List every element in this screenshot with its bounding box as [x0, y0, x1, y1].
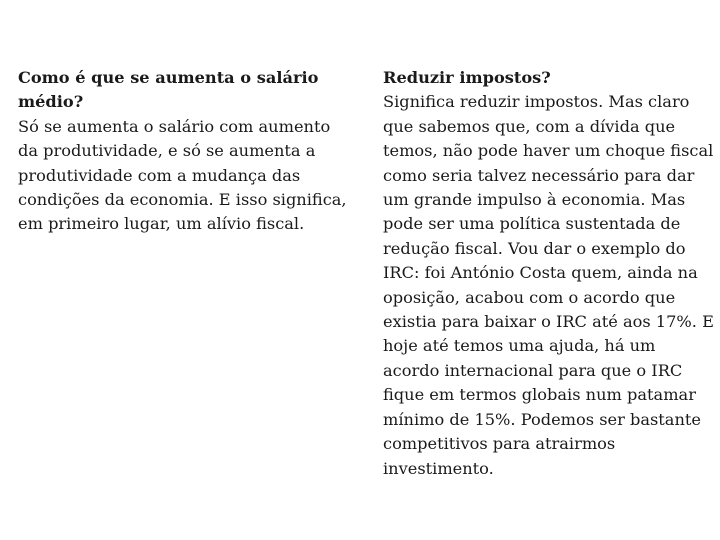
interview-block-right — [383, 66, 715, 481]
question-heading: Reduzir impostos? — [383, 68, 551, 87]
interview-block-left — [18, 66, 348, 237]
answer-paragraph: Só se aumenta o salário com aumento da produtividade, e só se aumenta a produtividade com a mudança das condições da economia. E isso significa, em primeiro lugar, um alívio fiscal. — [18, 116, 347, 234]
answer-paragraph: Significa reduzir impostos. Mas claro que sabemos que, com a dívida que temos, não pode haver um choque fiscal como seria talvez necessário para dar um grande impulso à economia. Mas pode ser uma política sustentada de redução fiscal. Vou dar o exemplo do IRC: foi António Costa quem, ainda na oposição, acabou com o acordo que existia para baixar o IRC até aos 17%. E hoje até temos uma ajuda, há um acordo internacional para que o IRC fique em termos globais num patamar mínimo de 15%. Podemos ser bastante competitivos para atrairmos investimento. — [383, 92, 714, 478]
question-heading: Como é que se aumenta o salário médio? — [18, 68, 319, 112]
